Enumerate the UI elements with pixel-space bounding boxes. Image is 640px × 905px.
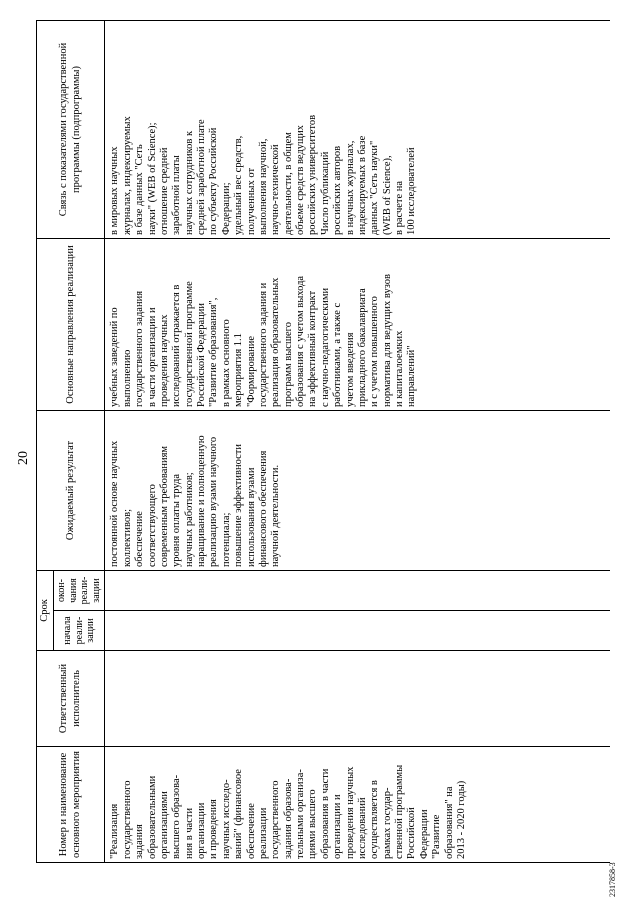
footer-code: 2317858-3 (608, 862, 617, 897)
header-indicators-link: Связь с показателями государственной программы (подпрограммы) (37, 20, 105, 238)
header-srok: Срок (37, 570, 54, 650)
header-activity: Номер и наименование основного мероприятия (37, 747, 105, 863)
header-directions: Основные направления реализации (37, 238, 105, 410)
cell-indicators-link: в мировых научных журналах, индексируемых в базе данных "Сеть науки" (WEB of Science); отношение средней заработной платы научных сотрудников к средней заработной плате по субъекту Российской Федерации; удельный вес средств, полученных от выполнения научной, научно-технической деятельности, в общем объеме средств ведущих российских университетов Число публикаций российских авторов в научных журналах, индексируемых в базе данных "Сеть науки" (WEB of Science), в расчете на 100 исследователей (105, 20, 610, 238)
activities-table (36, 20, 610, 863)
cell-executor (105, 651, 610, 747)
table-row (105, 20, 610, 862)
cell-expected-result: постоянной основе научных коллективов; обеспечение соответствующего современным требованиям уровня оплаты труда научных работников; наращивание и полноценную реализацию вузами научного потенциала; повышение эффективности использования вузами финансового обеспечения научной деятельности. (105, 410, 610, 570)
header-expected-result: Ожидаемый результат (37, 410, 105, 570)
header-start: начала реали-зации (54, 611, 105, 651)
header-row-1 (37, 20, 54, 862)
header-executor: Ответственный исполнитель (37, 651, 105, 747)
page-number: 20 (16, 451, 31, 465)
cell-start (105, 611, 610, 651)
header-end: окон-чания реали-зации (54, 570, 105, 610)
cell-activity: "Реализация государственного задания образовательными организациями высшего образова- ния в части организации и проведения научных исследо- ваний" (финансовое обеспечение реализации государственного задания образова- тельными организа- циями высшего образования в части организации и проведения научных исследований осуществляется в рамках государ- ственной программы Российской Федерации "Развитие образования" на 2013 - 2020 годы) (105, 747, 610, 863)
cell-end (105, 570, 610, 610)
cell-directions: учебных заведений по выполнению государственного задания в части организации и проведения научных исследований отражается в государственной программе Российской Федерации "Развитие образования", в рамках основного мероприятия 1.1 "Формирование государственного задания и реализация образовательных программ высшего образования с учетом выхода на эффективный контракт с научно-педагогическими работниками, а также с учетом введения прикладного бакалавриата и с учетом повышенного норматива для ведущих вузов и капиталоемких направлений" (105, 238, 610, 410)
